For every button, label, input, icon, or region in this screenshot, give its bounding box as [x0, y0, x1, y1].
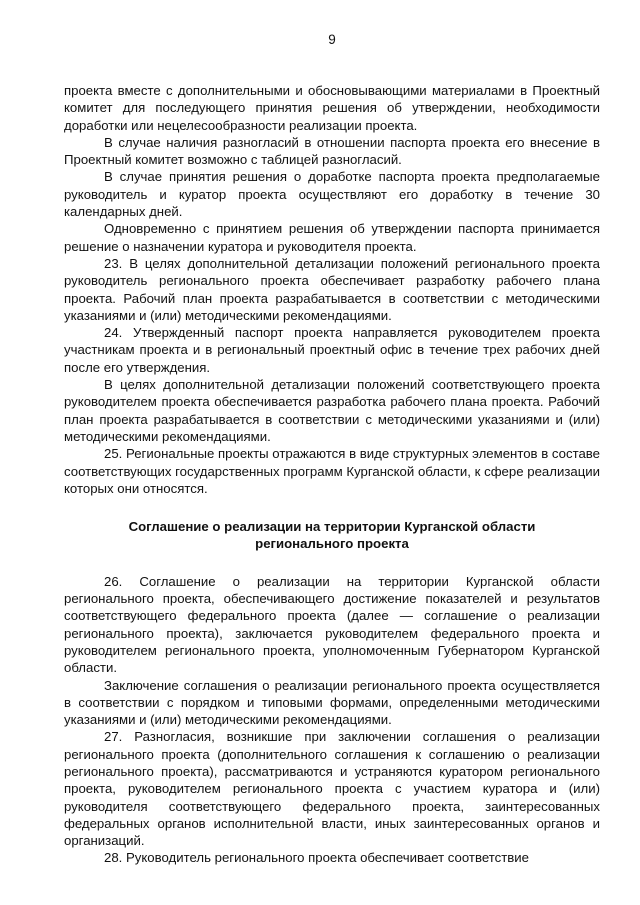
- paragraph: В целях дополнительной детализации положений соответствующего проекта руководителем проекта обеспечивается разработка рабочего плана проекта. Рабочий план проекта разрабатывается в соответствии с методическими указаниями и (или) методическими рекомендациями.: [64, 377, 600, 444]
- section-heading: Соглашение о реализации на территории Курганской области регионального проекта: [128, 519, 536, 552]
- paragraph: Одновременно с принятием решения об утверждении паспорта принимается решение о назначении куратора и руководителя проекта.: [64, 221, 600, 254]
- paragraph: 27. Разногласия, возникшие при заключении соглашения о реализации регионального проекта (дополнительного соглашения к соглашению о реализации регионального проекта), рассматриваются и устраняются куратором регионального проекта, руководителем регионального проекта с участием куратора и (или) руководителя соответствующего федерального проекта, заинтересованных федеральных органов исполнительной власти, иных заинтересованных органов и организаций.: [64, 729, 600, 849]
- paragraph: 23. В целях дополнительной детализации положений регионального проекта руководитель регионального проекта обеспечивает разработку рабочего плана проекта. Рабочий план проекта разрабатывается в соответствии с методическими указаниями и (или) методическими рекомендациями.: [64, 255, 600, 323]
- paragraph: 25. Региональные проекты отражаются в виде структурных элементов в составе соответствующих государственных программ Курганской области, к сфере реализации которых они относятся.: [64, 446, 600, 496]
- paragraph: В случае принятия решения о доработке паспорта проекта предполагаемые руководитель и куратор проекта осуществляют его доработку в течение 30 календарных дней.: [64, 169, 600, 220]
- document-body: [64, 82, 600, 867]
- paragraph: 28. Руководитель регионального проекта обеспечивает соответствие: [104, 850, 529, 866]
- paragraph: 26. Соглашение о реализации на территории Курганской области регионального проекта, обеспечивающего достижение показателей и результатов соответствующего федерального проекта (далее — соглашение о реализации регионального проекта), заключается руководителем федерального проекта и руководителем регионального проекта, уполномоченным Губернатором Курганской области.: [64, 573, 600, 676]
- paragraph: проекта вместе с дополнительными и обосновывающими материалами в Проектный комитет для последующего принятия решения об утверждении, необходимости доработки или нецелесообразности реализации проекта.: [64, 83, 600, 133]
- paragraph: 24. Утвержденный паспорт проекта направляется руководителем проекта участникам проекта и в региональный проектный офис в течение трех рабочих дней после его утверждения.: [64, 325, 600, 375]
- paragraphs-after-heading: [64, 573, 600, 867]
- paragraph: Заключение соглашения о реализации регионального проекта осуществляется в соответствии с порядком и типовыми формами, определенными методическими указаниями и (или) методическими рекомендациями.: [64, 677, 600, 728]
- paragraphs-before-heading: [64, 82, 600, 497]
- page-number: 9: [328, 32, 336, 47]
- paragraph: В случае наличия разногласий в отношении паспорта проекта его внесение в Проектный комитет возможно с таблицей разногласий.: [64, 134, 600, 168]
